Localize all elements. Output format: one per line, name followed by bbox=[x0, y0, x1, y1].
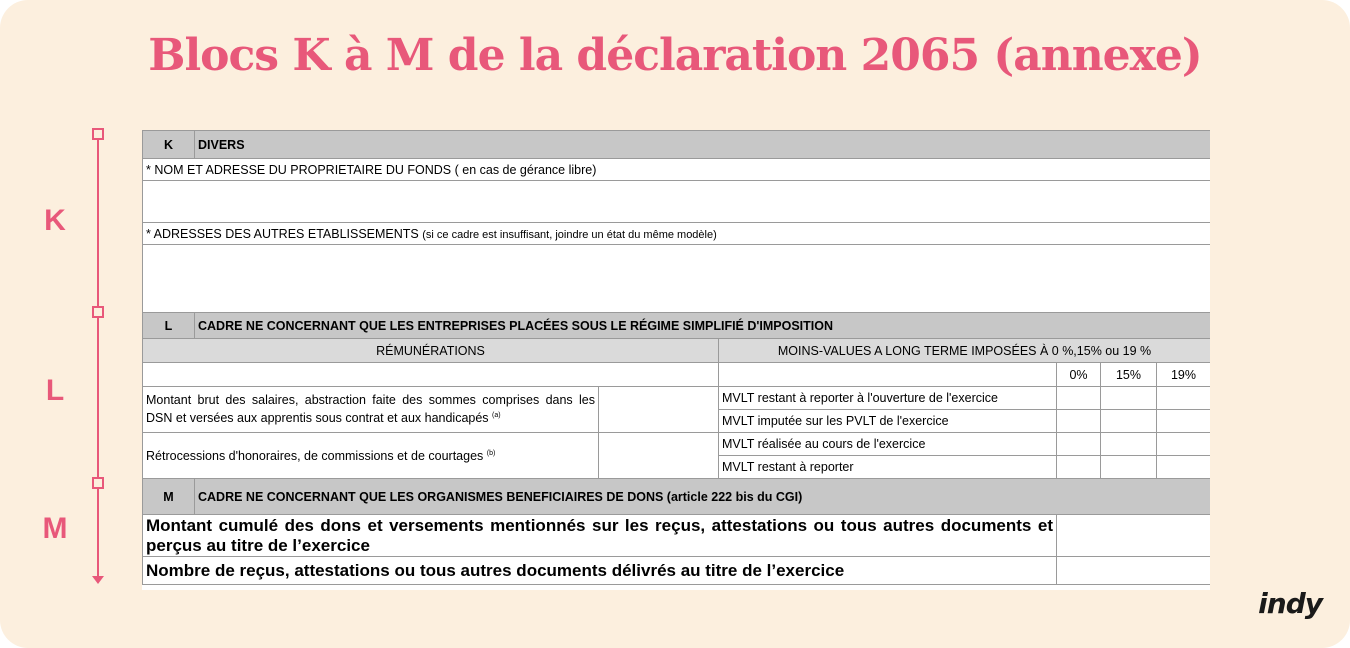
donations-amount-label: Montant cumulé des dons et versements mentionnés sur les reçus, attestations ou tous autres documents et perçus au titre de l’exercice bbox=[143, 515, 1057, 557]
remun-retrocessions-value[interactable] bbox=[599, 433, 719, 479]
rail-marker-k bbox=[92, 128, 104, 140]
rate-19: 19% bbox=[1157, 363, 1211, 387]
section-k-letter: K bbox=[143, 131, 195, 159]
remun-retrocessions-label: Rétrocessions d'honoraires, de commissions et de courtages $^{(b)}$ bbox=[143, 433, 599, 479]
section-m-header bbox=[143, 479, 1211, 515]
mvlt-row-label: MVLT imputée sur les PVLT de l'exercice bbox=[719, 410, 1057, 433]
mvlt-cell[interactable] bbox=[1101, 387, 1157, 410]
mvlt-cell[interactable] bbox=[1057, 433, 1101, 456]
other-establishments-note: (si ce cadre est insuffisant, joindre un état du même modèle) bbox=[422, 228, 717, 241]
remunerations-blank bbox=[143, 363, 719, 387]
mvlt-cell[interactable] bbox=[1157, 410, 1211, 433]
mvlt-blank bbox=[719, 363, 1057, 387]
rail-arrow-down-icon bbox=[92, 576, 104, 584]
receipts-count-value[interactable] bbox=[1057, 557, 1211, 585]
mvlt-row-label: MVLT restant à reporter bbox=[719, 456, 1057, 479]
mvlt-cell[interactable] bbox=[1157, 456, 1211, 479]
side-label-m: M bbox=[42, 512, 68, 545]
section-m-title: CADRE NE CONCERNANT QUE LES ORGANISMES BENEFICIAIRES DE DONS (article 222 bis du CGI) bbox=[195, 479, 1211, 515]
mvlt-cell[interactable] bbox=[1157, 387, 1211, 410]
mvlt-row-label: MVLT restant à reporter à l'ouverture de l'exercice bbox=[719, 387, 1057, 410]
remunerations-header: RÉMUNÉRATIONS bbox=[143, 339, 719, 363]
field-owner-input[interactable] bbox=[143, 181, 1211, 223]
remun-salaries-value[interactable] bbox=[599, 387, 719, 433]
mvlt-cell[interactable] bbox=[1057, 387, 1101, 410]
rail-marker-m bbox=[92, 477, 104, 489]
field-other-establishments-input[interactable] bbox=[143, 245, 1211, 313]
field-owner-label: * NOM ET ADRESSE DU PROPRIETAIRE DU FONDS ( en cas de gérance libre) bbox=[143, 159, 1211, 181]
section-l-title: CADRE NE CONCERNANT QUE LES ENTREPRISES PLACÉES SOUS LE RÉGIME SIMPLIFIÉ D'IMPOSITION bbox=[195, 313, 1211, 339]
mvlt-cell[interactable] bbox=[1057, 456, 1101, 479]
mvlt-cell[interactable] bbox=[1101, 456, 1157, 479]
donations-amount-value[interactable] bbox=[1057, 515, 1211, 557]
rate-0: 0% bbox=[1057, 363, 1101, 387]
mvlt-cell[interactable] bbox=[1057, 410, 1101, 433]
section-l-letter: L bbox=[143, 313, 195, 339]
side-label-k: K bbox=[44, 204, 66, 237]
indy-logo: indy bbox=[1258, 587, 1322, 620]
mvlt-row-label: MVLT réalisée au cours de l'exercice bbox=[719, 433, 1057, 456]
section-k-title: DIVERS bbox=[195, 131, 1211, 159]
other-establishments-main: * ADRESSES DES AUTRES ETABLISSEMENTS bbox=[146, 226, 419, 241]
section-rail bbox=[97, 134, 99, 580]
mvlt-cell[interactable] bbox=[1157, 433, 1211, 456]
form-table bbox=[142, 130, 1210, 585]
rate-15: 15% bbox=[1101, 363, 1157, 387]
form-excerpt bbox=[142, 130, 1210, 590]
section-l-header bbox=[143, 313, 1211, 339]
field-other-establishments-label bbox=[143, 223, 1211, 245]
receipts-count-label: Nombre de reçus, attestations ou tous autres documents délivrés au titre de l’exercice bbox=[143, 557, 1057, 585]
remun-salaries-label: Montant brut des salaires, abstraction faite des sommes comprises dans les DSN et versées aux apprentis sous contrat et aux handicapés $^{(a)}$ bbox=[143, 387, 599, 433]
rail-marker-l bbox=[92, 306, 104, 318]
mvlt-header: MOINS-VALUES A LONG TERME IMPOSÉES À 0 %,15% ou 19 % bbox=[719, 339, 1211, 363]
section-m-letter: M bbox=[143, 479, 195, 515]
side-label-l: L bbox=[45, 374, 65, 407]
section-k-header bbox=[143, 131, 1211, 159]
mvlt-cell[interactable] bbox=[1101, 433, 1157, 456]
page-title: Blocs K à M de la déclaration 2065 (annexe) bbox=[148, 30, 1202, 81]
mvlt-cell[interactable] bbox=[1101, 410, 1157, 433]
